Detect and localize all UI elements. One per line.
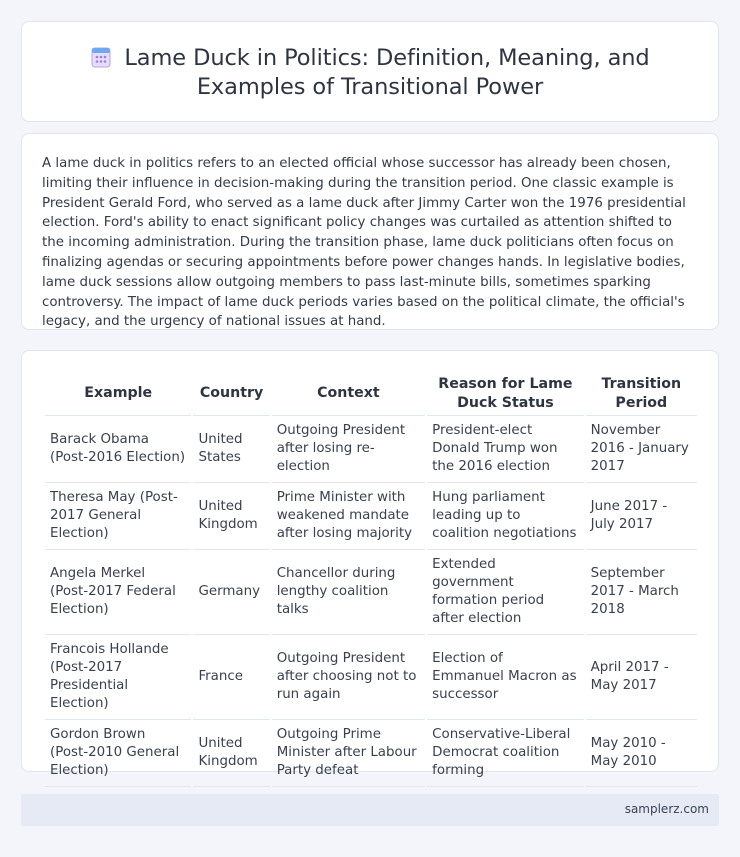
table-row [45, 416, 697, 483]
header-example: Example [45, 372, 191, 416]
examples-table [43, 372, 699, 787]
cell-context: Outgoing President after choosing not to run again [272, 635, 425, 720]
cell-reason: Hung parliament leading up to coalition negotiations [427, 483, 583, 550]
cell-country: United States [193, 416, 269, 483]
page-title [42, 44, 698, 102]
cell-reason: Conservative-Liberal Democrat coalition forming [427, 720, 583, 787]
header-reason: Reason for Lame Duck Status [427, 372, 583, 416]
table-card [21, 350, 719, 778]
table-header-row [45, 372, 697, 416]
cell-transition-period: November 2016 - January 2017 [586, 416, 697, 483]
cell-example: Gordon Brown (Post-2010 General Election) [45, 720, 191, 787]
cell-country: United Kingdom [193, 483, 269, 550]
cell-transition-period: May 2010 - May 2010 [586, 720, 697, 787]
cell-example: Francois Hollande (Post-2017 Presidential Election) [45, 635, 191, 720]
table-row [45, 483, 697, 550]
table-row [45, 720, 697, 787]
page-title-text: Lame Duck in Politics: Definition, Meaning, and Examples of Transitional Power [124, 45, 650, 100]
cell-example: Theresa May (Post-2017 General Election) [45, 483, 191, 550]
cell-example: Angela Merkel (Post-2017 Federal Election) [45, 550, 191, 635]
cell-context: Outgoing Prime Minister after Labour Party defeat [272, 720, 425, 787]
intro-paragraph: A lame duck in politics refers to an elected official whose successor has already been chosen, limiting their influence in decision-making during the transition period. One classic example is President Gerald Ford, who served as a lame duck after Jimmy Carter won the 1976 presidential election. Ford's ability to enact significant policy changes was curtailed as attention shifted to the incoming administration. During the transition phase, lame duck politicians often focus on finalizing agendas or securing appointments before power changes hands. In legislative bodies, lame duck sessions allow outgoing members to pass last-minute bills, sometimes sparking controversy. The impact of lame duck periods varies based on the political climate, the official's legacy, and the urgency of national issues at hand. [42, 156, 686, 330]
cell-reason: Election of Emmanuel Macron as successor [427, 635, 583, 720]
cell-reason: Extended government formation period after election [427, 550, 583, 635]
cell-transition-period: April 2017 - May 2017 [586, 635, 697, 720]
cell-country: Germany [193, 550, 269, 635]
intro-card [21, 133, 719, 330]
cell-example: Barack Obama (Post-2016 Election) [45, 416, 191, 483]
table-row [45, 635, 697, 720]
footer-site-link[interactable]: samplerz.com [624, 802, 709, 816]
header-context: Context [272, 372, 425, 416]
cell-transition-period: September 2017 - March 2018 [586, 550, 697, 635]
cell-reason: President-elect Donald Trump won the 2016 election [427, 416, 583, 483]
cell-transition-period: June 2017 - July 2017 [586, 483, 697, 550]
cell-country: United Kingdom [193, 720, 269, 787]
header-transition-period: Transition Period [586, 372, 697, 416]
table-row [45, 550, 697, 635]
cell-context: Outgoing President after losing re-election [272, 416, 425, 483]
header-card [21, 21, 719, 122]
cell-context: Chancellor during lengthy coalition talks [272, 550, 425, 635]
cell-context: Prime Minister with weakened mandate after losing majority [272, 483, 425, 550]
cell-country: France [193, 635, 269, 720]
header-country: Country [193, 372, 269, 416]
document-grid-icon [90, 46, 112, 68]
footer-bar [21, 794, 719, 826]
